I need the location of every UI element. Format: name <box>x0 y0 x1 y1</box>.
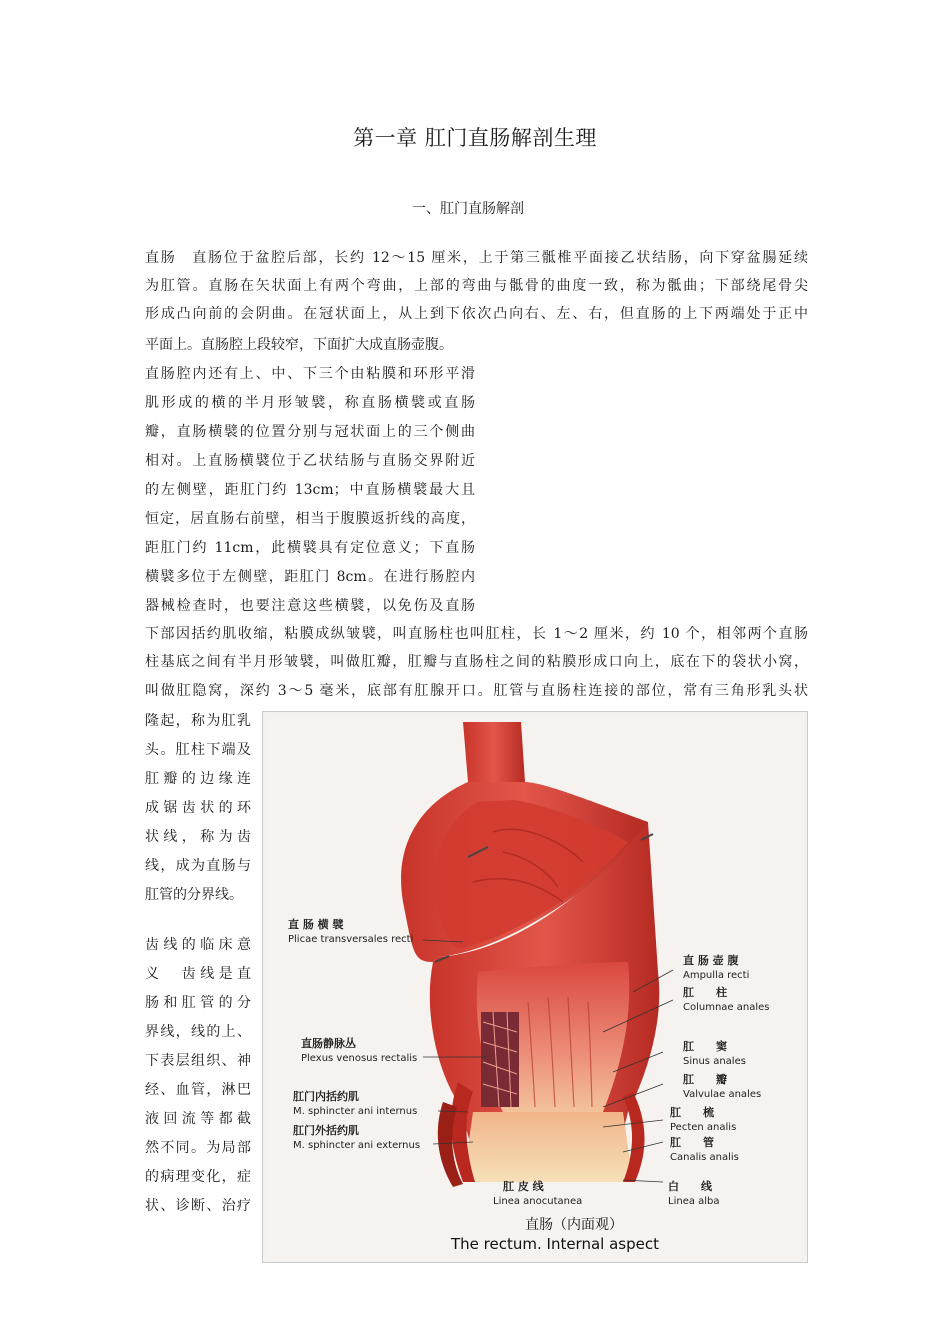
label-latin: Sinus anales <box>683 1056 746 1067</box>
figure-caption-en: The rectum. Internal aspect <box>451 1235 659 1253</box>
label-latin: Valvulae anales <box>683 1089 762 1100</box>
paragraph-line: 然不同。为局部 <box>145 1140 251 1156</box>
paragraph-line: 瓣，直肠横襞的位置分别与冠状面上的三个侧曲 <box>145 424 475 440</box>
paragraph-line: 肛管的分界线。 <box>145 887 243 903</box>
label-cn: 肛门内括约肌 <box>293 1090 359 1103</box>
label-latin: Canalis analis <box>670 1152 739 1163</box>
label-cn: 白 线 <box>668 1180 712 1193</box>
paragraph-line: 为肛管。直肠在矢状面上有两个弯曲，上部的弯曲与骶骨的曲度一致，称为骶曲；下部绕尾骨尖 <box>145 278 808 294</box>
label-latin: Ampulla recti <box>683 970 750 981</box>
chapter-title: 第一章 肛门直肠解剖生理 <box>353 126 597 150</box>
paragraph-line: 恒定，居直肠右前壁，相当于腹膜返折线的高度， <box>145 511 475 527</box>
label-cn: 肛 柱 <box>683 986 727 999</box>
label-cn: 直肠静脉丛 <box>301 1037 356 1050</box>
paragraph-line: 形成凸向前的会阴曲。在冠状面上，从上到下依次凸向右、左、右，但直肠的上下两端处于正中 <box>145 306 808 322</box>
paragraph-line: 相对。上直肠横襞位于乙状结肠与直肠交界附近 <box>145 453 475 469</box>
label-latin: Plicae transversales recti <box>288 934 414 945</box>
label-latin: M. sphincter ani internus <box>293 1106 418 1117</box>
paragraph-line: 经、血管，淋巴 <box>145 1082 251 1098</box>
anal-canal <box>463 1112 633 1182</box>
figure-caption-cn: 直肠（内面观） <box>525 1217 623 1233</box>
sigmoid-segment <box>463 722 525 792</box>
label-latin: M. sphincter ani externus <box>293 1140 421 1151</box>
paragraph-line: 状、诊断、治疗 <box>145 1198 251 1214</box>
paragraph-line: 成锯齿状的环 <box>145 800 251 816</box>
section-heading: 一、肛门直肠解剖 <box>412 201 524 217</box>
label-cn: 肛 皮 线 <box>503 1180 544 1193</box>
paragraph-line: 下表层组织、神 <box>145 1053 251 1069</box>
label-cn: 直 肠 壶 腹 <box>683 954 739 967</box>
paragraph-line: 的病理变化，症 <box>145 1169 251 1185</box>
label-latin: Plexus venosus rectalis <box>301 1053 418 1064</box>
paragraph-line: 隆起，称为肛乳 <box>145 713 251 729</box>
paragraph-line: 的左侧壁，距肛门约 13cm；中直肠横襞最大且 <box>145 482 475 498</box>
rectum-illustration <box>262 711 808 1263</box>
label-latin: Linea alba <box>668 1196 720 1207</box>
label-cn: 肛 窦 <box>683 1040 727 1053</box>
paragraph-line: 下部因括约肌收缩，粘膜成纵皱襞，叫直肠柱也叫肛柱，长 1～2 厘米，约 10 个，相邻两个直肠 <box>145 626 808 642</box>
label-latin: Columnae anales <box>683 1002 770 1013</box>
paragraph-line: 肌形成的横的半月形皱襞，称直肠横襞或直肠 <box>145 395 475 411</box>
paragraph-line: 直肠 直肠位于盆腔后部，长约 12～15 厘米，上于第三骶椎平面接乙状结肠，向下穿盆腸延续 <box>145 250 808 266</box>
paragraph-line: 直肠腔内还有上、中、下三个由粘膜和环形平滑 <box>145 366 475 382</box>
paragraph-line: 器械检查时，也要注意这些横襞，以免伤及直肠 <box>145 598 475 614</box>
rectum-drawing <box>263 712 807 1262</box>
paragraph-line: 肛瓣的边缘连 <box>145 771 251 787</box>
paragraph-line: 柱基底之间有半月形皱襞，叫做肛瓣，肛瓣与直肠柱之间的粘膜形成口向上，底在下的袋状小窝， <box>145 654 808 670</box>
label-cn: 肛 瓣 <box>683 1073 727 1086</box>
paragraph-line: 横襞多位于左侧壁，距肛门 8cm。在进行肠腔内 <box>145 569 475 585</box>
label-cn: 直 肠 横 襞 <box>288 918 344 931</box>
paragraph-line: 线，成为直肠与 <box>145 858 251 874</box>
paragraph-line: 状线，称为齿 <box>145 829 251 845</box>
paragraph-line: 距肛门约 11cm，此横襞具有定位意义；下直肠 <box>145 540 475 556</box>
label-latin: Pecten analis <box>670 1122 737 1133</box>
paragraph-line: 液回流等都截 <box>145 1111 251 1127</box>
label-cn: 肛 梳 <box>670 1106 714 1119</box>
paragraph-line: 界线，线的上、 <box>145 1024 251 1040</box>
label-latin: Linea anocutanea <box>493 1196 583 1207</box>
paragraph-line: 平面上。直肠腔上段较窄，下面扩大成直肠壶腹。 <box>145 337 453 353</box>
paragraph-line: 齿线的临床意 <box>145 937 251 953</box>
paragraph-line: 叫做肛隐窝，深约 3～5 毫米，底部有肛腺开口。肛管与直肠柱连接的部位，常有三角形乳头状 <box>145 683 808 699</box>
label-cn: 肛门外括约肌 <box>293 1124 359 1137</box>
label-cn: 肛 管 <box>670 1136 714 1149</box>
paragraph-line: 头。肛柱下端及 <box>145 742 251 758</box>
paragraph-line: 义 齿线是直 <box>145 966 251 982</box>
paragraph-line: 肠和肛管的分 <box>145 995 251 1011</box>
